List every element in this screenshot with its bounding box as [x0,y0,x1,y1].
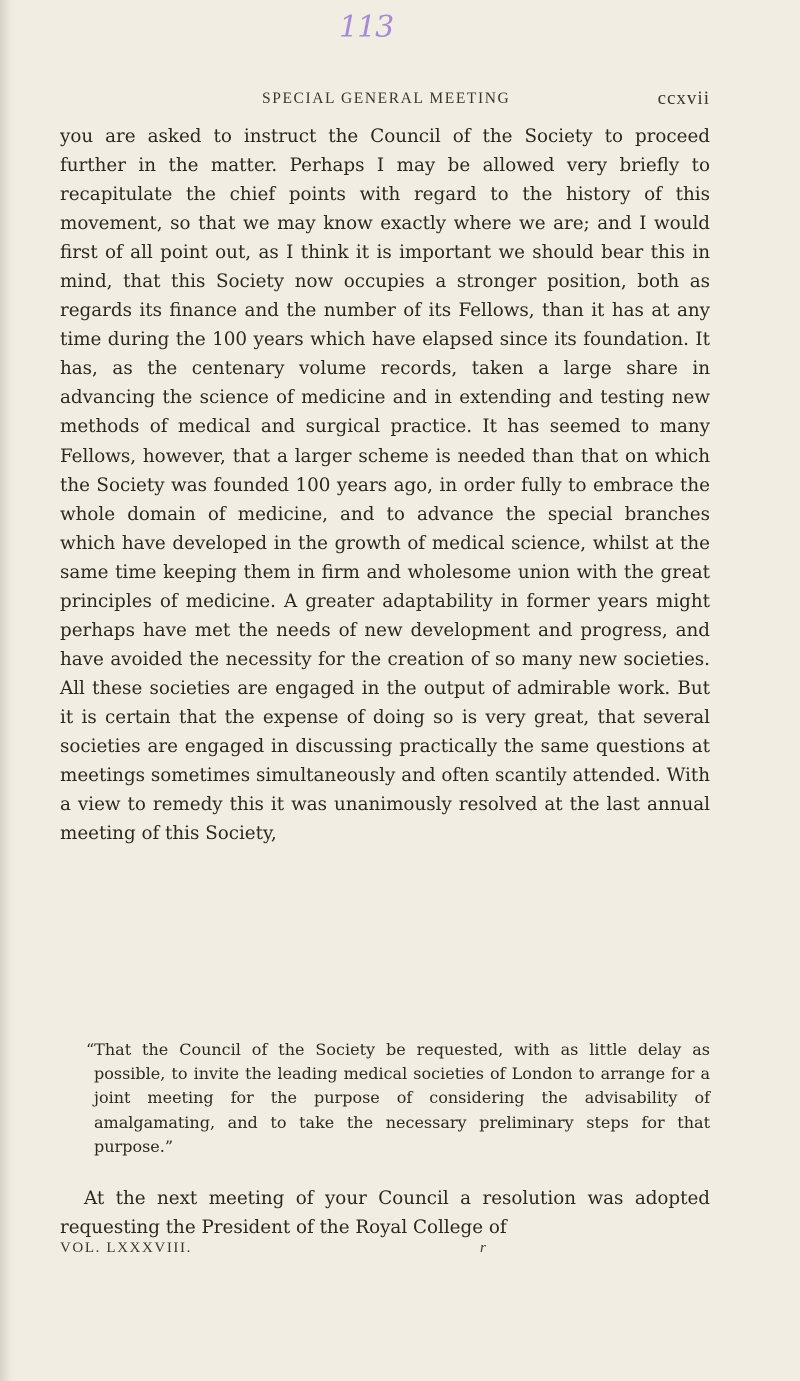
page-number: ccxvii [657,88,710,109]
main-paragraph [60,122,710,848]
closing-text: At the next meeting of your Council a resolution was adopted requesting the President of the Royal College of [60,1188,710,1238]
paragraph-text: you are asked to instruct the Council of the Society to proceed further in the matter. Perhaps I may be allowed very briefly to recapitulate the chief points with regard to the history of this movement, so that we may know exactly where we are; and I would first of all point out, as I think it is important we should bear this in mind, that this Society now occupies a stronger position, both as regards its finance and the number of its Fellows, than it has at any time during the 100 years which have elapsed since its foundation. It has, as the centenary volume records, taken a large share in advancing the science of medicine and in extending and testing new methods of medical and surgical practice. It has seemed to many Fellows, however, that a larger scheme is needed than that on which the Society was founded 100 years ago, in order fully to embrace the whole domain of medicine, and to advance the special branches which have developed in the growth of medical science, whilst at the same time keeping them in firm and wholesome union with the great principles of medicine. A greater adaptability in former years might perhaps have met the needs of new development and progress, and have avoided the necessity for the creation of so many new societies. All these societies are engaged in the output of admirable work. But it is certain that the expense of doing so is very great, that several societies are engaged in discussing practically the same questions at meetings sometimes simultaneously and often scantily attended. With a view to remedy this it was unanimously resolved at the last annual meeting of this Society, [60,126,710,845]
quote-text: “That the Council of the Society be requested, with as little delay as possible, to invite the leading medical societies of London to arrange for a joint meeting for the purpose of considering the advisability of amalgamating, and to take the necessary preliminary steps for that purpose.” [86,1040,710,1156]
closing-paragraph [60,1184,710,1242]
handwritten-page-mark: 113 [339,10,394,45]
page-edge-shadow [0,0,14,1381]
resolution-quote [86,1038,710,1159]
volume-signature: VOL. LXXXVIII. [60,1240,192,1256]
running-head: SPECIAL GENERAL MEETING [262,90,511,107]
gathering-signature: r [480,1240,486,1256]
